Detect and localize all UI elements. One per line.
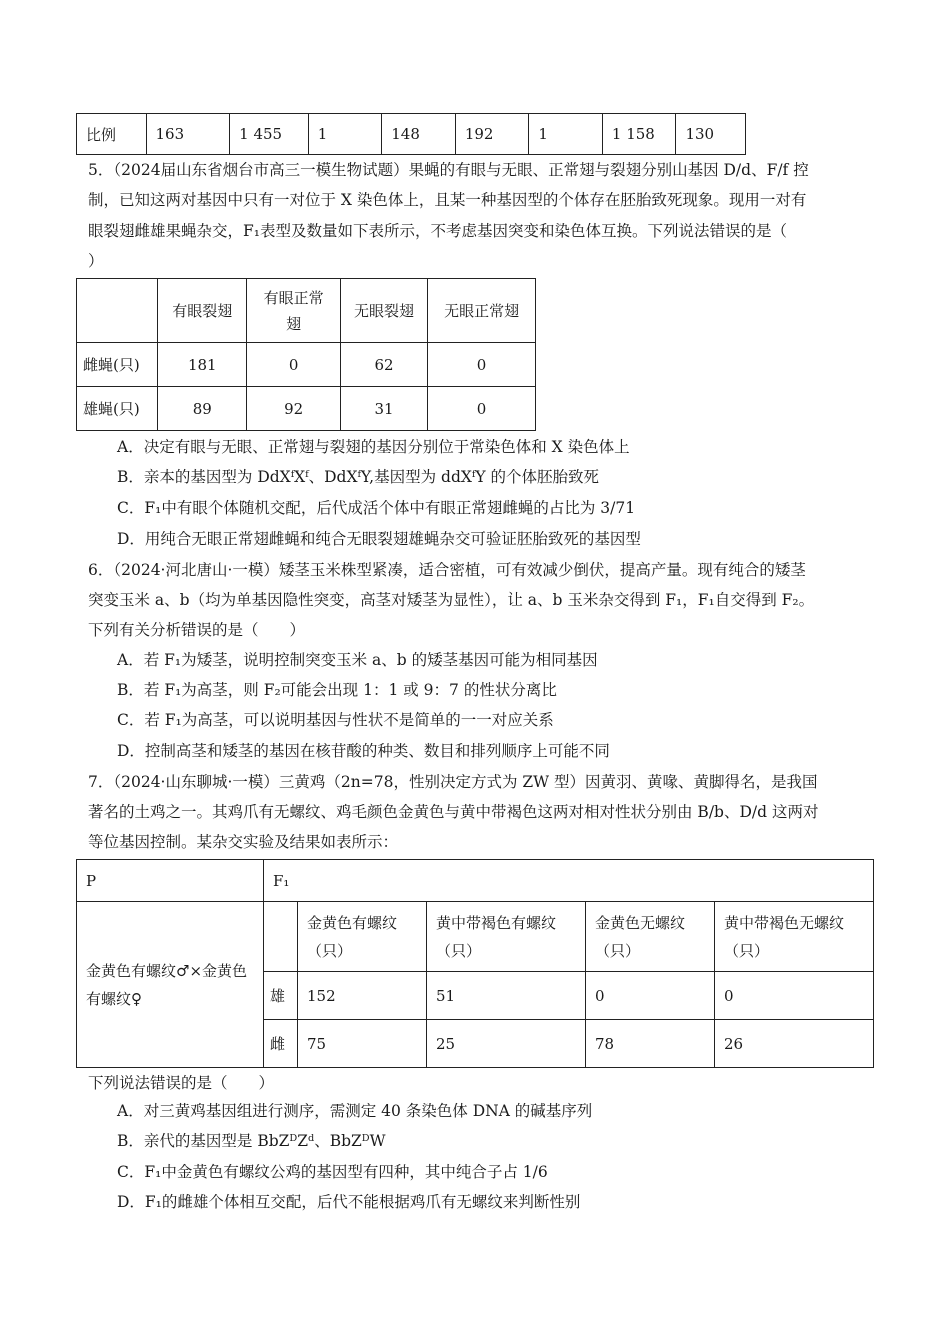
q7-option-d: D．F₁的雌雄个体相互交配，后代不能根据鸡爪有无螺纹来判断性别 <box>117 1193 581 1211</box>
q7-table <box>76 859 874 1068</box>
sex-cell: 雌 <box>264 1020 298 1068</box>
table-cell: 181 <box>158 343 247 387</box>
col-header-cell <box>586 902 715 972</box>
row-label: 雄蝇(只) <box>77 387 158 431</box>
q6-option-b: B．若 F₁为高茎，则 F₂可能会出现 1：1 或 9：7 的性状分离比 <box>117 681 557 699</box>
row-label: 雌蝇(只) <box>77 343 158 387</box>
table-row <box>77 114 746 155</box>
q6-option-c: C．若 F₁为高茎，可以说明基因与性状不是简单的一一对应关系 <box>117 711 554 729</box>
q6-option-d: D．控制高茎和矮茎的基因在核苷酸的种类、数目和排列顺序上可能不同 <box>117 742 610 760</box>
table-header-cell: 有眼裂翅 <box>158 279 247 343</box>
q5-text-line <box>88 160 809 180</box>
ratio-cell: 1 455 <box>230 114 309 155</box>
table-cell: 152 <box>298 972 427 1020</box>
q6-line2: 突变玉米 a、b（均为单基因隐性突变，高茎对矮茎为显性），让 a、b 玉米杂交得到 F₁，F₁自交得到 F₂。 <box>88 591 815 609</box>
q6-line3: 下列有关分析错误的是（ ） <box>88 621 306 639</box>
table-cell: 0 <box>715 972 874 1020</box>
table-cell: 0 <box>428 343 536 387</box>
question-number: 5． <box>88 161 114 179</box>
header-text: 有眼正常翅 <box>263 288 324 333</box>
table-cell: 26 <box>715 1020 874 1068</box>
q7-line4: 下列说法错误的是（ ） <box>88 1074 275 1092</box>
ratio-cell: 130 <box>676 114 746 155</box>
col-header-text: 金黄色无螺纹（只） <box>595 913 686 960</box>
table-cell: 78 <box>586 1020 715 1068</box>
p-label: P <box>77 860 264 902</box>
col-header-text: 黄中带褐色无螺纹（只） <box>724 913 845 960</box>
q5-option-a: A．决定有眼与无眼、正常翅与裂翅的基因分别位于常染色体和 X 染色体上 <box>117 438 630 456</box>
table-cell: 89 <box>158 387 247 431</box>
q7-option-a: A．对三黄鸡基因组进行测序，需测定 40 条染色体 DNA 的碱基序列 <box>117 1102 593 1120</box>
q7-option-c: C．F₁中金黄色有螺纹公鸡的基因型有四种，其中纯合子占 1/6 <box>117 1163 548 1181</box>
ratio-cell: 192 <box>455 114 529 155</box>
table-cell: 25 <box>427 1020 586 1068</box>
col-header-text: 金黄色有螺纹（只） <box>307 913 398 960</box>
table-cell: 0 <box>428 387 536 431</box>
q5-line2: 制，已知这两对基因中只有一对位于 X 染色体上，且某一种基因型的个体存在胚胎致死现象。现用一对有 <box>88 191 807 209</box>
q6-option-a: A．若 F₁为矮茎，说明控制突变玉米 a、b 的矮茎基因可能为相同基因 <box>117 651 598 669</box>
ratio-cell: 1 <box>308 114 382 155</box>
table-header-cell <box>77 279 158 343</box>
table-header-cell: 无眼裂翅 <box>340 279 427 343</box>
col-header-cell <box>298 902 427 972</box>
col-header-cell <box>427 902 586 972</box>
q6-line1: 6．（2024·河北唐山·一模）矮茎玉米株型紧凑，适合密植，可有效减少倒伏，提高产量。现有纯合的矮茎 <box>88 561 806 579</box>
table-header-cell: 无眼正常翅 <box>428 279 536 343</box>
q7-line1: 7．（2024·山东聊城·一模）三黄鸡（2n=78，性别决定方式为 ZW 型）因黄羽、黄喙、黄脚得名，是我国 <box>88 773 818 791</box>
sex-cell: 雄 <box>264 972 298 1020</box>
q5-option-d: D．用纯合无眼正常翅雌蝇和纯合无眼裂翅雄蝇杂交可验证胚胎致死的基因型 <box>117 530 641 548</box>
col-header-cell <box>715 902 874 972</box>
table-cell: 0 <box>247 343 340 387</box>
q5-option-b: B．亲本的基因型为 DdXᶠXᶠ、DdXᶠY,基因型为 ddXᶠY 的个体胚胎致死 <box>117 468 599 486</box>
table-header-cell <box>247 279 340 343</box>
q7-option-b: B．亲代的基因型是 BbZᴰZᵈ、BbZᴰW <box>117 1132 386 1150</box>
table-header-row <box>77 279 536 343</box>
ratio-cell: 1 <box>529 114 603 155</box>
table-row <box>77 902 874 972</box>
q5-line1: （2024届山东省烟台市高三一模生物试题）果蝇的有眼与无眼、正常翅与裂翅分别山基因 D/d、F/f 控 <box>113 161 809 179</box>
ratio-row-label: 比例 <box>77 114 147 155</box>
q5-option-c: C．F₁中有眼个体随机交配，后代成活个体中有眼正常翅雌蝇的占比为 3/71 <box>117 499 636 517</box>
table-cell: 62 <box>340 343 427 387</box>
table-cell: 75 <box>298 1020 427 1068</box>
table-cell: 0 <box>586 972 715 1020</box>
ratio-cell: 1 158 <box>602 114 676 155</box>
q5-line4: ） <box>88 252 104 270</box>
table-row <box>77 387 536 431</box>
cross-text: 金黄色有螺纹♂×金黄色有螺纹♀ <box>86 961 248 1008</box>
q7-line3: 等位基因控制。某杂交实验及结果如表所示： <box>88 833 399 851</box>
table-row <box>77 343 536 387</box>
f1-label: F₁ <box>264 860 874 902</box>
ratio-table <box>76 113 746 155</box>
table-header-row <box>77 860 874 902</box>
table-cell: 31 <box>340 387 427 431</box>
col-header-text: 黄中带褐色有螺纹（只） <box>436 913 557 960</box>
cross-cell <box>77 902 264 1068</box>
sex-header-cell <box>264 902 298 972</box>
table-cell: 92 <box>247 387 340 431</box>
q5-table <box>76 278 536 431</box>
q5-line3: 眼裂翅雌雄果蝇杂交，F₁表型及数量如下表所示，不考虑基因突变和染色体互换。下列说法错误的是（ <box>88 222 787 240</box>
q7-line2: 著名的土鸡之一。其鸡爪有无螺纹、鸡毛颜色金黄色与黄中带褐色这两对相对性状分别由 B/b、D/d 这两对 <box>88 803 819 821</box>
table-cell: 51 <box>427 972 586 1020</box>
ratio-cell: 148 <box>382 114 456 155</box>
ratio-cell: 163 <box>146 114 230 155</box>
